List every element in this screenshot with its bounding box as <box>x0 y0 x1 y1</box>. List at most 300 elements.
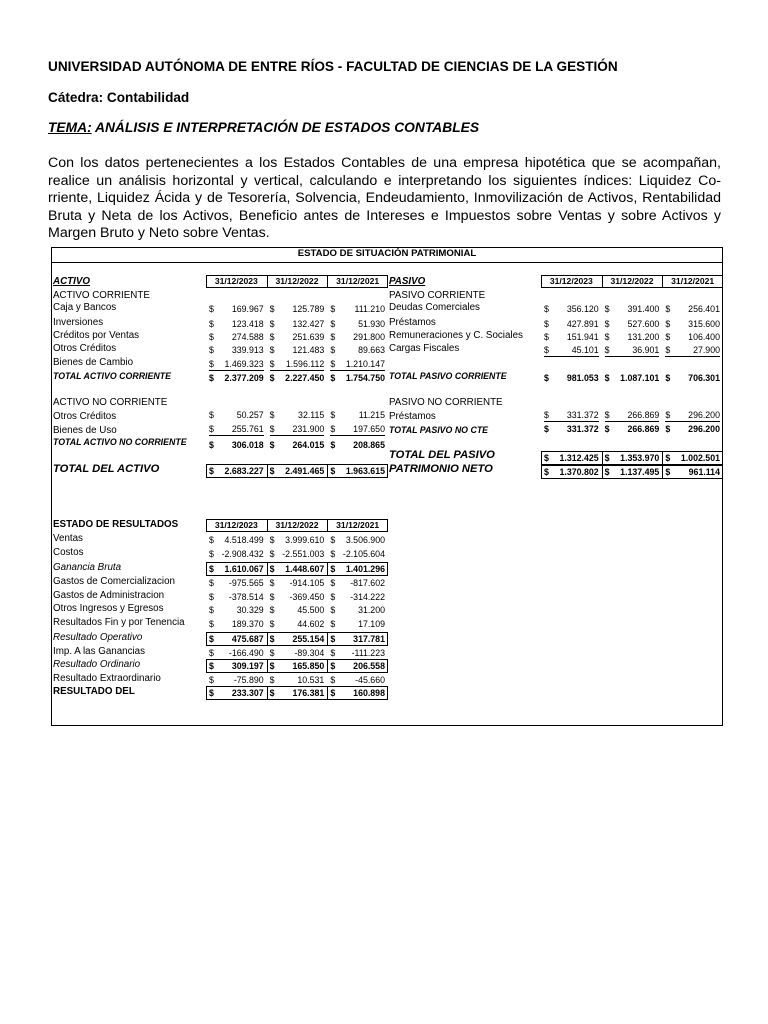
er-header-date: 31/12/2022 <box>275 520 319 530</box>
er-row-col-divider <box>327 660 328 672</box>
er-row-value: -89.304 <box>294 648 325 658</box>
pasivo-corriente-label: PASIVO CORRIENTE <box>389 290 486 301</box>
activo-corriente-row-cell <box>330 332 385 343</box>
activo-corriente-row-value: 169.967 <box>231 304 264 314</box>
er-row-value: 1.448.607 <box>285 564 325 574</box>
currency-symbol: $ <box>330 332 336 342</box>
currency-symbol: $ <box>269 661 275 671</box>
er-header-date: 31/12/2023 <box>214 520 258 530</box>
currency-symbol: $ <box>604 424 610 434</box>
er-row-col-divider <box>267 660 268 672</box>
total-pasivo-no-cte-row-value: 266.869 <box>627 424 660 434</box>
currency-symbol: $ <box>330 549 336 559</box>
pasivo-corriente-row-cell <box>605 345 660 357</box>
currency-symbol: $ <box>209 675 214 685</box>
pasivo-corriente-row-value: 36.901 <box>632 345 660 355</box>
activo-corriente-item: Inversiones <box>53 317 104 328</box>
total-activo-no-corriente-row-value: 306.018 <box>231 440 264 450</box>
er-row-value: -75.890 <box>233 675 264 685</box>
total-activo-row-box <box>206 464 388 478</box>
activo-no-corriente-item: Bienes de Uso <box>53 425 117 436</box>
currency-symbol: $ <box>269 549 275 559</box>
currency-symbol: $ <box>330 564 336 574</box>
er-row-label: Resultados Fin y por Tenencia <box>53 617 185 628</box>
currency-symbol: $ <box>544 453 549 463</box>
currency-symbol: $ <box>209 661 214 671</box>
er-row-value: -314.222 <box>350 592 385 602</box>
activo-no-corriente-row-value: 197.650 <box>353 424 385 434</box>
er-row-cell <box>270 535 325 546</box>
total-activo-row-col-divider <box>267 465 268 477</box>
activo-corriente-row-value: 339.913 <box>231 345 264 355</box>
total-activo-row-value: 1.963.615 <box>345 466 385 476</box>
activo-corriente-row-cell <box>330 319 385 330</box>
er-row-label: Imp. A las Ganancias <box>53 646 146 657</box>
currency-symbol: $ <box>330 605 336 615</box>
er-row-value: 475.687 <box>231 634 264 644</box>
er-row-cell <box>330 605 385 616</box>
pasivo-corriente-row-cell <box>544 345 599 357</box>
er-row-value: -378.514 <box>228 592 264 602</box>
er-row-cell <box>330 549 385 560</box>
currency-symbol: $ <box>269 605 275 615</box>
currency-symbol: $ <box>269 332 275 342</box>
er-row-cell <box>270 549 325 560</box>
currency-symbol: $ <box>604 410 610 420</box>
currency-symbol: $ <box>209 332 214 342</box>
total-activo-corriente-row-cell <box>270 373 325 384</box>
pasivo-corriente-item: Cargas Fiscales <box>389 343 460 354</box>
er-row-label: Resultado Extraordinario <box>53 673 161 684</box>
total-activo-row-value: 2.491.465 <box>285 466 325 476</box>
er-row-value: 30.329 <box>236 605 264 615</box>
er-row-value: 17.109 <box>358 619 385 629</box>
er-row-cell <box>270 648 325 659</box>
currency-symbol: $ <box>209 592 214 602</box>
currency-symbol: $ <box>330 319 336 329</box>
total-pasivo-corriente-row-value: 1.087.101 <box>620 373 660 383</box>
pasivo-corriente-row-cell <box>605 304 660 315</box>
esp-title: ESTADO DE SITUACIÓN PATRIMONIAL <box>297 248 477 259</box>
er-row-col-divider <box>267 633 268 645</box>
activo-corriente-row-cell <box>270 359 325 371</box>
pasivo-no-corriente-row-cell <box>665 410 720 422</box>
total-pasivo-corriente-label: TOTAL PASIVO CORRIENTE <box>389 371 507 381</box>
activo-corriente-row-value: 89.663 <box>358 345 385 355</box>
er-row-col-divider <box>267 687 268 699</box>
currency-symbol: $ <box>209 648 214 658</box>
activo-corriente-row-value: 51.930 <box>358 319 385 329</box>
patrimonio-neto-label: PATRIMONIO NETO <box>389 463 493 475</box>
er-title: ESTADO DE RESULTADOS <box>53 519 179 530</box>
activo-no-corriente-row-cell <box>330 410 385 421</box>
activo-corriente-row-cell <box>209 345 264 356</box>
pasivo-corriente-item: Remuneraciones y C. Sociales <box>389 330 523 341</box>
total-pasivo-corriente-row-cell <box>605 373 660 384</box>
currency-symbol: $ <box>209 634 214 644</box>
pasivo-corriente-row-value: 527.600 <box>627 319 660 329</box>
activo-corriente-row-cell <box>209 332 264 343</box>
total-pasivo-corriente-row-value: 706.301 <box>688 373 720 383</box>
total-pasivo-row-value: 1.353.970 <box>620 453 660 463</box>
currency-symbol: $ <box>209 535 214 545</box>
er-row-value: 3.506.900 <box>345 535 385 545</box>
activo-corriente-item: Créditos por Ventas <box>53 330 140 341</box>
currency-symbol: $ <box>665 467 671 477</box>
er-row-value: -111.223 <box>351 648 385 658</box>
pasivo-corriente-item: Préstamos <box>389 317 436 328</box>
er-row-cell <box>330 648 385 659</box>
currency-symbol: $ <box>209 373 214 383</box>
total-pasivo-row-col-divider <box>602 452 603 464</box>
currency-symbol: $ <box>330 675 336 685</box>
er-row-value: 1.610.067 <box>224 564 264 574</box>
currency-symbol: $ <box>544 410 549 420</box>
currency-symbol: $ <box>269 592 275 602</box>
total-activo-no-corriente-row-value: 264.015 <box>292 440 325 450</box>
er-row-label: Resultado Operativo <box>53 632 143 643</box>
activo-no-corriente-row-value: 50.257 <box>236 410 264 420</box>
pasivo-header-date: 31/12/2023 <box>549 276 593 286</box>
pasivo-corriente-row-cell <box>605 332 660 343</box>
currency-symbol: $ <box>209 440 214 450</box>
currency-symbol: $ <box>665 345 671 355</box>
total-pasivo-row-value: 1.002.501 <box>680 453 720 463</box>
currency-symbol: $ <box>330 535 336 545</box>
currency-symbol: $ <box>209 304 214 314</box>
activo-corriente-row-value: 274.588 <box>231 332 264 342</box>
er-row-cell <box>270 675 325 686</box>
er-row-value: 1.401.296 <box>345 564 385 574</box>
activo-corriente-row-value: 125.789 <box>292 304 325 314</box>
activo-corriente-row-cell <box>209 304 264 315</box>
er-row-label: Gastos de Administracion <box>53 590 165 601</box>
pasivo-corriente-row-cell <box>665 304 720 315</box>
currency-symbol: $ <box>209 688 214 698</box>
activo-corriente-row-cell <box>209 319 264 330</box>
box-title-divider <box>51 262 723 263</box>
currency-symbol: $ <box>330 304 336 314</box>
er-row-value: -166.490 <box>228 648 264 658</box>
er-row-cell <box>270 619 325 630</box>
pasivo-corriente-row-value: 427.891 <box>566 319 599 329</box>
currency-symbol: $ <box>665 453 671 463</box>
activo-no-corriente-row-value: 11.215 <box>358 410 385 420</box>
activo-corriente-item: Bienes de Cambio <box>53 357 134 368</box>
tema-label: TEMA: <box>48 120 92 135</box>
er-row-cell <box>330 675 385 686</box>
patrimonio-neto-row-box <box>541 465 723 479</box>
currency-symbol: $ <box>544 304 549 314</box>
currency-symbol: $ <box>269 675 275 685</box>
activo-corriente-row-cell <box>270 319 325 330</box>
er-row-cell <box>209 675 264 686</box>
currency-symbol: $ <box>209 410 214 420</box>
activo-corriente-row-value: 111.210 <box>354 304 385 314</box>
currency-symbol: $ <box>604 373 610 383</box>
er-row-cell <box>330 592 385 603</box>
total-activo-no-corriente-row-cell <box>330 440 385 451</box>
er-row-col-divider <box>327 633 328 645</box>
er-row-cell <box>209 549 264 560</box>
currency-symbol: $ <box>269 345 275 355</box>
activo-header-date: 31/12/2021 <box>336 276 380 286</box>
activo-corriente-label: ACTIVO CORRIENTE <box>53 290 150 301</box>
currency-symbol: $ <box>269 578 275 588</box>
currency-symbol: $ <box>665 410 671 420</box>
pasivo-corriente-row-cell <box>665 345 720 357</box>
er-row-cell <box>209 619 264 630</box>
pasivo-header-date: 31/12/2021 <box>671 276 715 286</box>
activo-corriente-row-cell <box>330 345 385 356</box>
activo-no-corriente-label: ACTIVO NO CORRIENTE <box>53 397 168 408</box>
er-row-col-divider <box>327 687 328 699</box>
currency-symbol: $ <box>604 453 610 463</box>
patrimonio-neto-row-col-divider <box>602 466 603 478</box>
activo-no-corriente-row-cell <box>330 424 385 436</box>
currency-symbol: $ <box>330 619 336 629</box>
currency-symbol: $ <box>209 619 214 629</box>
currency-symbol: $ <box>544 332 549 342</box>
er-row-cell <box>270 578 325 589</box>
activo-no-corriente-row-value: 32.115 <box>298 410 325 420</box>
activo-header-date: 31/12/2023 <box>214 276 258 286</box>
pasivo-no-corriente-row-value: 296.200 <box>688 410 720 420</box>
activo-corriente-row-value: 132.427 <box>292 319 325 329</box>
currency-symbol: $ <box>269 619 275 629</box>
activo-corriente-item: Otros Créditos <box>53 343 117 354</box>
er-row-value: 233.307 <box>231 688 264 698</box>
currency-symbol: $ <box>209 578 214 588</box>
total-activo-no-corriente-label: TOTAL ACTIVO NO CORRIENTE <box>53 437 187 447</box>
activo-corriente-row-value: 251.639 <box>292 332 325 342</box>
total-activo-no-corriente-row-value: 208.865 <box>353 440 385 450</box>
currency-symbol: $ <box>544 424 549 434</box>
er-row-box <box>206 632 388 646</box>
patrimonio-neto-row-value: 1.370.802 <box>559 467 599 477</box>
currency-symbol: $ <box>209 345 214 355</box>
currency-symbol: $ <box>604 345 610 355</box>
er-row-value: -817.602 <box>350 578 385 588</box>
currency-symbol: $ <box>330 424 336 434</box>
er-row-value: 4.518.499 <box>224 535 264 545</box>
total-pasivo-row-value: 1.312.425 <box>559 453 599 463</box>
currency-symbol: $ <box>544 319 549 329</box>
currency-symbol: $ <box>269 535 275 545</box>
pasivo-no-corriente-row-cell <box>605 410 660 422</box>
currency-symbol: $ <box>330 440 336 450</box>
activo-no-corriente-row-value: 231.900 <box>292 424 325 434</box>
university-title: UNIVERSIDAD AUTÓNOMA DE ENTRE RÍOS - FACULTAD DE CIENCIAS DE LA GESTIÓN <box>48 59 618 74</box>
activo-corriente-row-value: 121.483 <box>292 345 325 355</box>
er-row-box <box>206 562 388 576</box>
pasivo-corriente-row-value: 131.200 <box>627 332 660 342</box>
er-row-value: 44.602 <box>297 619 325 629</box>
total-activo-no-corriente-row-cell <box>270 440 325 451</box>
currency-symbol: $ <box>269 634 275 644</box>
total-pasivo-corriente-row-value: 981.053 <box>566 373 599 383</box>
tema-title <box>48 120 479 135</box>
catedra-title: Cátedra: Contabilidad <box>48 90 190 105</box>
er-row-label: Costos <box>53 547 84 558</box>
er-row-value: -2.908.432 <box>221 549 264 559</box>
activo-no-corriente-row-cell <box>270 410 325 421</box>
total-pasivo-label: TOTAL DEL PASIVO <box>389 449 495 461</box>
pasivo-corriente-row-value: 45.101 <box>571 345 599 355</box>
currency-symbol: $ <box>330 661 336 671</box>
er-row-value: -914.105 <box>289 578 325 588</box>
er-row-label: RESULTADO DEL <box>53 686 135 697</box>
er-row-value: 317.781 <box>353 634 385 644</box>
pasivo-no-corriente-row-value: 331.372 <box>566 410 599 420</box>
er-row-cell <box>270 605 325 616</box>
currency-symbol: $ <box>665 373 671 383</box>
pasivo-corriente-row-value: 151.941 <box>566 332 599 342</box>
er-row-cell <box>209 535 264 546</box>
currency-symbol: $ <box>665 304 671 314</box>
currency-symbol: $ <box>330 345 336 355</box>
currency-symbol: $ <box>604 304 610 314</box>
er-row-cell <box>270 592 325 603</box>
pasivo-corriente-row-cell <box>544 319 599 330</box>
pasivo-corriente-row-value: 391.400 <box>627 304 660 314</box>
er-row-label: Ganancia Bruta <box>53 562 122 573</box>
activo-corriente-row-cell <box>270 332 325 343</box>
currency-symbol: $ <box>269 648 275 658</box>
total-pasivo-corriente-row-cell <box>665 373 720 384</box>
activo-corriente-row-cell <box>270 345 325 356</box>
er-row-col-divider <box>267 563 268 575</box>
currency-symbol: $ <box>209 549 214 559</box>
total-pasivo-row-col-divider <box>662 452 663 464</box>
er-row-value: 160.898 <box>353 688 385 698</box>
er-row-col-divider <box>327 563 328 575</box>
er-row-value: -975.565 <box>228 578 264 588</box>
er-row-label: Ventas <box>53 533 83 544</box>
er-row-value: 255.154 <box>292 634 325 644</box>
currency-symbol: $ <box>665 319 671 329</box>
total-pasivo-corriente-row-cell <box>544 373 599 384</box>
pasivo-corriente-row-cell <box>665 332 720 343</box>
currency-symbol: $ <box>330 466 336 476</box>
pasivo-corriente-row-cell <box>544 332 599 343</box>
currency-symbol: $ <box>544 467 549 477</box>
patrimonio-neto-row-value: 961.114 <box>688 467 720 477</box>
intro-paragraph: Con los datos pertenecientes a los Estados Contables de una empresa hipotética que se acompañan, realice un análisis horizontal y vertical, calculando e interpretando los siguientes índices: Liquidez Co-rriente, Liquidez Ácida y de Tesorería, Solvencia, Endeudamiento, Inmovilización de Activos, Rentabilidad Bruta y Neta de los Activos, Beneficio antes de Intereses e Impuestos sobre Ventas y sobre Activos y Margen Bruto y Neto sobre Ventas. <box>48 155 721 241</box>
er-row-label: Otros Ingresos y Egresos <box>53 603 164 614</box>
currency-symbol: $ <box>269 319 275 329</box>
activo-corriente-row-value: 1.210.147 <box>345 359 385 369</box>
activo-corriente-row-value: 123.418 <box>231 319 264 329</box>
currency-symbol: $ <box>330 410 336 420</box>
pasivo-corriente-row-value: 106.400 <box>688 332 720 342</box>
currency-symbol: $ <box>269 373 275 383</box>
currency-symbol: $ <box>209 424 214 434</box>
pasivo-corriente-item: Deudas Comerciales <box>389 302 480 313</box>
currency-symbol: $ <box>330 359 336 369</box>
er-row-value: 10.531 <box>297 675 325 685</box>
activo-label: ACTIVO <box>53 276 91 287</box>
pasivo-no-corriente-row-cell <box>544 410 599 422</box>
er-row-value: -45.660 <box>355 675 385 685</box>
activo-no-corriente-row-cell <box>270 424 325 436</box>
total-pasivo-no-cte-label: TOTAL PASIVO NO CTE <box>389 425 489 435</box>
total-activo-corriente-row-cell <box>330 373 385 384</box>
currency-symbol: $ <box>209 564 214 574</box>
pasivo-corriente-row-cell <box>605 319 660 330</box>
total-activo-label: TOTAL DEL ACTIVO <box>53 463 160 475</box>
currency-symbol: $ <box>544 345 549 355</box>
total-activo-corriente-row-value: 2.377.209 <box>224 373 264 383</box>
currency-symbol: $ <box>604 332 610 342</box>
er-row-cell <box>330 535 385 546</box>
currency-symbol: $ <box>665 424 671 434</box>
currency-symbol: $ <box>544 373 549 383</box>
currency-symbol: $ <box>665 332 671 342</box>
pasivo-corriente-row-cell <box>544 304 599 315</box>
er-row-value: 176.381 <box>292 688 325 698</box>
currency-symbol: $ <box>330 634 336 644</box>
currency-symbol: $ <box>209 605 214 615</box>
currency-symbol: $ <box>330 578 336 588</box>
currency-symbol: $ <box>330 648 336 658</box>
currency-symbol: $ <box>330 373 336 383</box>
currency-symbol: $ <box>269 440 275 450</box>
er-row-cell <box>209 578 264 589</box>
er-row-value: -369.450 <box>289 592 325 602</box>
pasivo-corriente-row-value: 27.900 <box>693 345 720 355</box>
pasivo-corriente-row-value: 356.120 <box>566 304 599 314</box>
er-row-value: 165.850 <box>292 661 325 671</box>
total-pasivo-no-cte-row-value: 331.372 <box>566 424 599 434</box>
er-row-box <box>206 659 388 673</box>
total-pasivo-row-box <box>541 451 723 465</box>
pasivo-no-corriente-label: PASIVO NO CORRIENTE <box>389 397 503 408</box>
patrimonio-neto-row-value: 1.137.495 <box>620 467 660 477</box>
pasivo-no-corriente-row-value: 266.869 <box>627 410 660 420</box>
total-activo-row-value: 2.683.227 <box>224 466 264 476</box>
er-row-value: -2.105.604 <box>342 549 385 559</box>
total-pasivo-no-cte-row-cell <box>605 424 660 435</box>
er-row-label: Resultado Ordinario <box>53 659 141 670</box>
currency-symbol: $ <box>209 466 214 476</box>
pasivo-corriente-row-cell <box>665 319 720 330</box>
total-activo-corriente-row-value: 1.754.750 <box>345 373 385 383</box>
er-row-box <box>206 686 388 700</box>
currency-symbol: $ <box>269 359 275 369</box>
activo-corriente-row-cell <box>209 359 264 371</box>
currency-symbol: $ <box>269 466 275 476</box>
activo-corriente-item: Caja y Bancos <box>53 302 117 313</box>
er-header-date: 31/12/2021 <box>336 520 380 530</box>
activo-no-corriente-row-cell <box>209 410 264 421</box>
er-row-value: 45.500 <box>297 605 325 615</box>
currency-symbol: $ <box>330 688 336 698</box>
activo-corriente-row-cell <box>330 359 385 371</box>
er-row-label: Gastos de Comercializacion <box>53 576 175 587</box>
er-row-cell <box>330 619 385 630</box>
er-row-cell <box>330 578 385 589</box>
total-activo-corriente-row-cell <box>209 373 264 384</box>
er-row-value: 189.370 <box>231 619 264 629</box>
activo-corriente-row-cell <box>330 304 385 315</box>
total-activo-row-col-divider <box>327 465 328 477</box>
activo-no-corriente-row-cell <box>209 424 264 436</box>
tema-text: ANÁLISIS E INTERPRETACIÓN DE ESTADOS CONTABLES <box>91 120 480 135</box>
currency-symbol: $ <box>269 564 275 574</box>
er-row-cell <box>209 648 264 659</box>
currency-symbol: $ <box>604 467 610 477</box>
